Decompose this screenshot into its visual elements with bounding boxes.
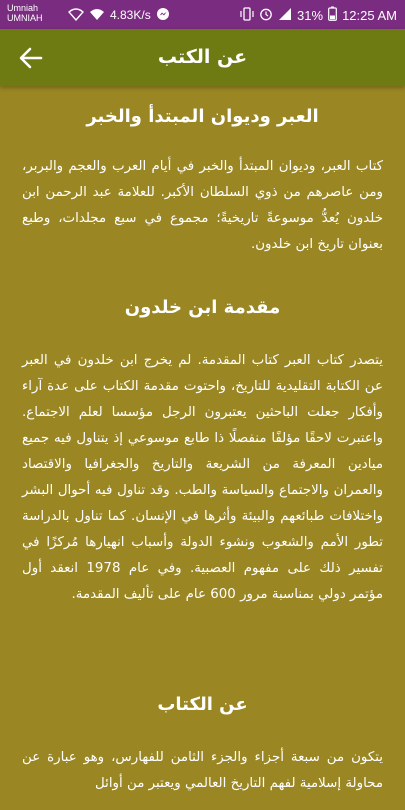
status-bar <box>0 0 405 29</box>
vibrate-icon <box>240 7 254 24</box>
section-heading: العبر وديوان المبتدأ والخبر <box>86 106 319 127</box>
status-icons <box>68 7 170 23</box>
battery-icon <box>328 6 337 24</box>
status-right <box>240 7 397 23</box>
section-heading: مقدمة ابن خلدون <box>124 297 281 318</box>
wifi-icon <box>89 7 105 24</box>
signal-icon <box>278 7 292 24</box>
battery-percent: 31% <box>297 7 324 23</box>
page-title: عن الكتب <box>157 46 248 68</box>
app-bar <box>0 29 405 86</box>
clock: 12:25 AM <box>342 7 397 23</box>
network-speed: 4.83K/s <box>110 8 151 22</box>
messenger-icon <box>156 7 170 24</box>
back-button[interactable] <box>16 44 46 72</box>
section-heading: عن الكتاب <box>157 694 248 715</box>
carrier-label <box>7 3 43 23</box>
section-body: يتكون من سبعة أجزاء والجزء الثامن للفهارس، وهو عبارة عن محاولة إسلامية لفهم التاريخ العالمي ويعتبر من أوائل <box>22 750 383 791</box>
alarm-icon <box>259 7 273 24</box>
carrier-bottom: UMNIAH <box>7 13 43 23</box>
carrier-top: Umniah <box>7 3 39 13</box>
section-body: يتصدر كتاب العبر كتاب المقدمة. لم يخرج ابن خلدون في العبر عن الكتابة التقليدية للتاريخ، واحتوت مقدمة الكتاب على عدة آراء وأفكار جعلت الباحثين يعتبرون الرجل مؤسسا لعلم الاجتماع. واعتبرت لاحقًا مؤلفًا منفصلًا ذا طابع موسوعي إذ يتناول فيه جميع ميادين المعرفة من الشريعة والتاريخ والجغرافيا والاقتصاد والعمران والاجتماع والسياسة والطب. وقد تناول فيه أحوال البشر واختلافات طبائعهم والبيئة وأثرها في الإنسان. كما تناول بالدراسة تطور الأمم والشعوب ونشوء الدولة وأسباب انهيارها مُركزًا في تفسير ذلك على مفهوم العصبية. وفي عام 1978 انعقد أول مؤتمر دولي بمناسبة مرور 600 عام على تأليف المقدمة. <box>22 353 383 602</box>
about-content[interactable] <box>0 86 405 810</box>
section-body: كتاب العبر، وديوان المبتدأ والخبر في أيام العرب والعجم والبربر، ومن عاصرهم من ذوي السلطان الأكبر. للعلامة عبد الرحمن ابن خلدون يُعدُّ موسوعةً تاريخيةً؛ مجموع في سبع مجلدات، وطبع بعنوان تاريخ ابن خلدون. <box>22 159 383 252</box>
arrow-left-icon <box>16 57 46 76</box>
wifi-alert-icon <box>68 7 84 24</box>
